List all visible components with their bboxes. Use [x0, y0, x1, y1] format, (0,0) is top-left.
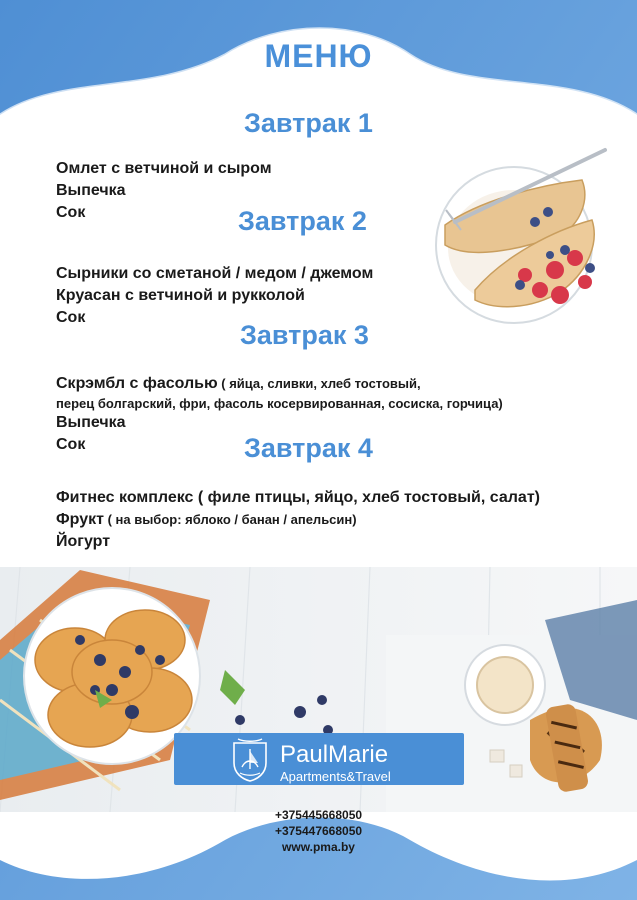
menu-item: Сок [56, 436, 86, 453]
menu-item-note: ( на выбор: яблоко / банан / апельсин) [103, 512, 357, 527]
section-title-breakfast-4: Завтрак 4 [244, 433, 373, 463]
menu-item: Сырники со сметаной / медом / джемом [56, 265, 374, 282]
section-title-breakfast-2: Завтрак 2 [238, 206, 367, 236]
section-title-breakfast-3: Завтрак 3 [240, 320, 369, 350]
menu-item: Фитнес комплекс ( филе птицы, яйцо, хлеб тостовый, салат) [56, 489, 540, 506]
menu-item: Выпечка [56, 414, 126, 431]
menu-item-name: Скрэмбл с фасолью [56, 375, 218, 392]
menu-item [56, 375, 421, 393]
contact-phone: +375447668050 [274, 824, 363, 838]
menu-item: Сок [56, 204, 86, 221]
menu-item: Омлет с ветчиной и сыром [56, 160, 272, 177]
menu-item [56, 511, 357, 529]
section-title-breakfast-1: Завтрак 1 [244, 108, 373, 138]
menu-item-note: ( яйца, сливки, хлеб тостовый, [217, 376, 421, 391]
brand-name: PaulMarie [280, 741, 389, 768]
menu-title: МЕНЮ [264, 38, 373, 74]
brand-tagline: Apartments&Travel [280, 769, 391, 784]
menu-item: Круасан с ветчиной и рукколой [56, 287, 305, 304]
brand-emblem-icon [230, 737, 270, 783]
menu-item: Выпечка [56, 182, 126, 199]
menu-item-name: Фрукт [56, 511, 104, 528]
menu-item: перец болгарский, фри, фасоль косервированная, сосиска, горчица) [56, 396, 503, 411]
menu-item: Сок [56, 309, 86, 326]
menu-item: Йогурт [56, 533, 111, 550]
contact-website: www.pma.by [282, 840, 355, 854]
contact-phone: +375445668050 [274, 808, 363, 822]
